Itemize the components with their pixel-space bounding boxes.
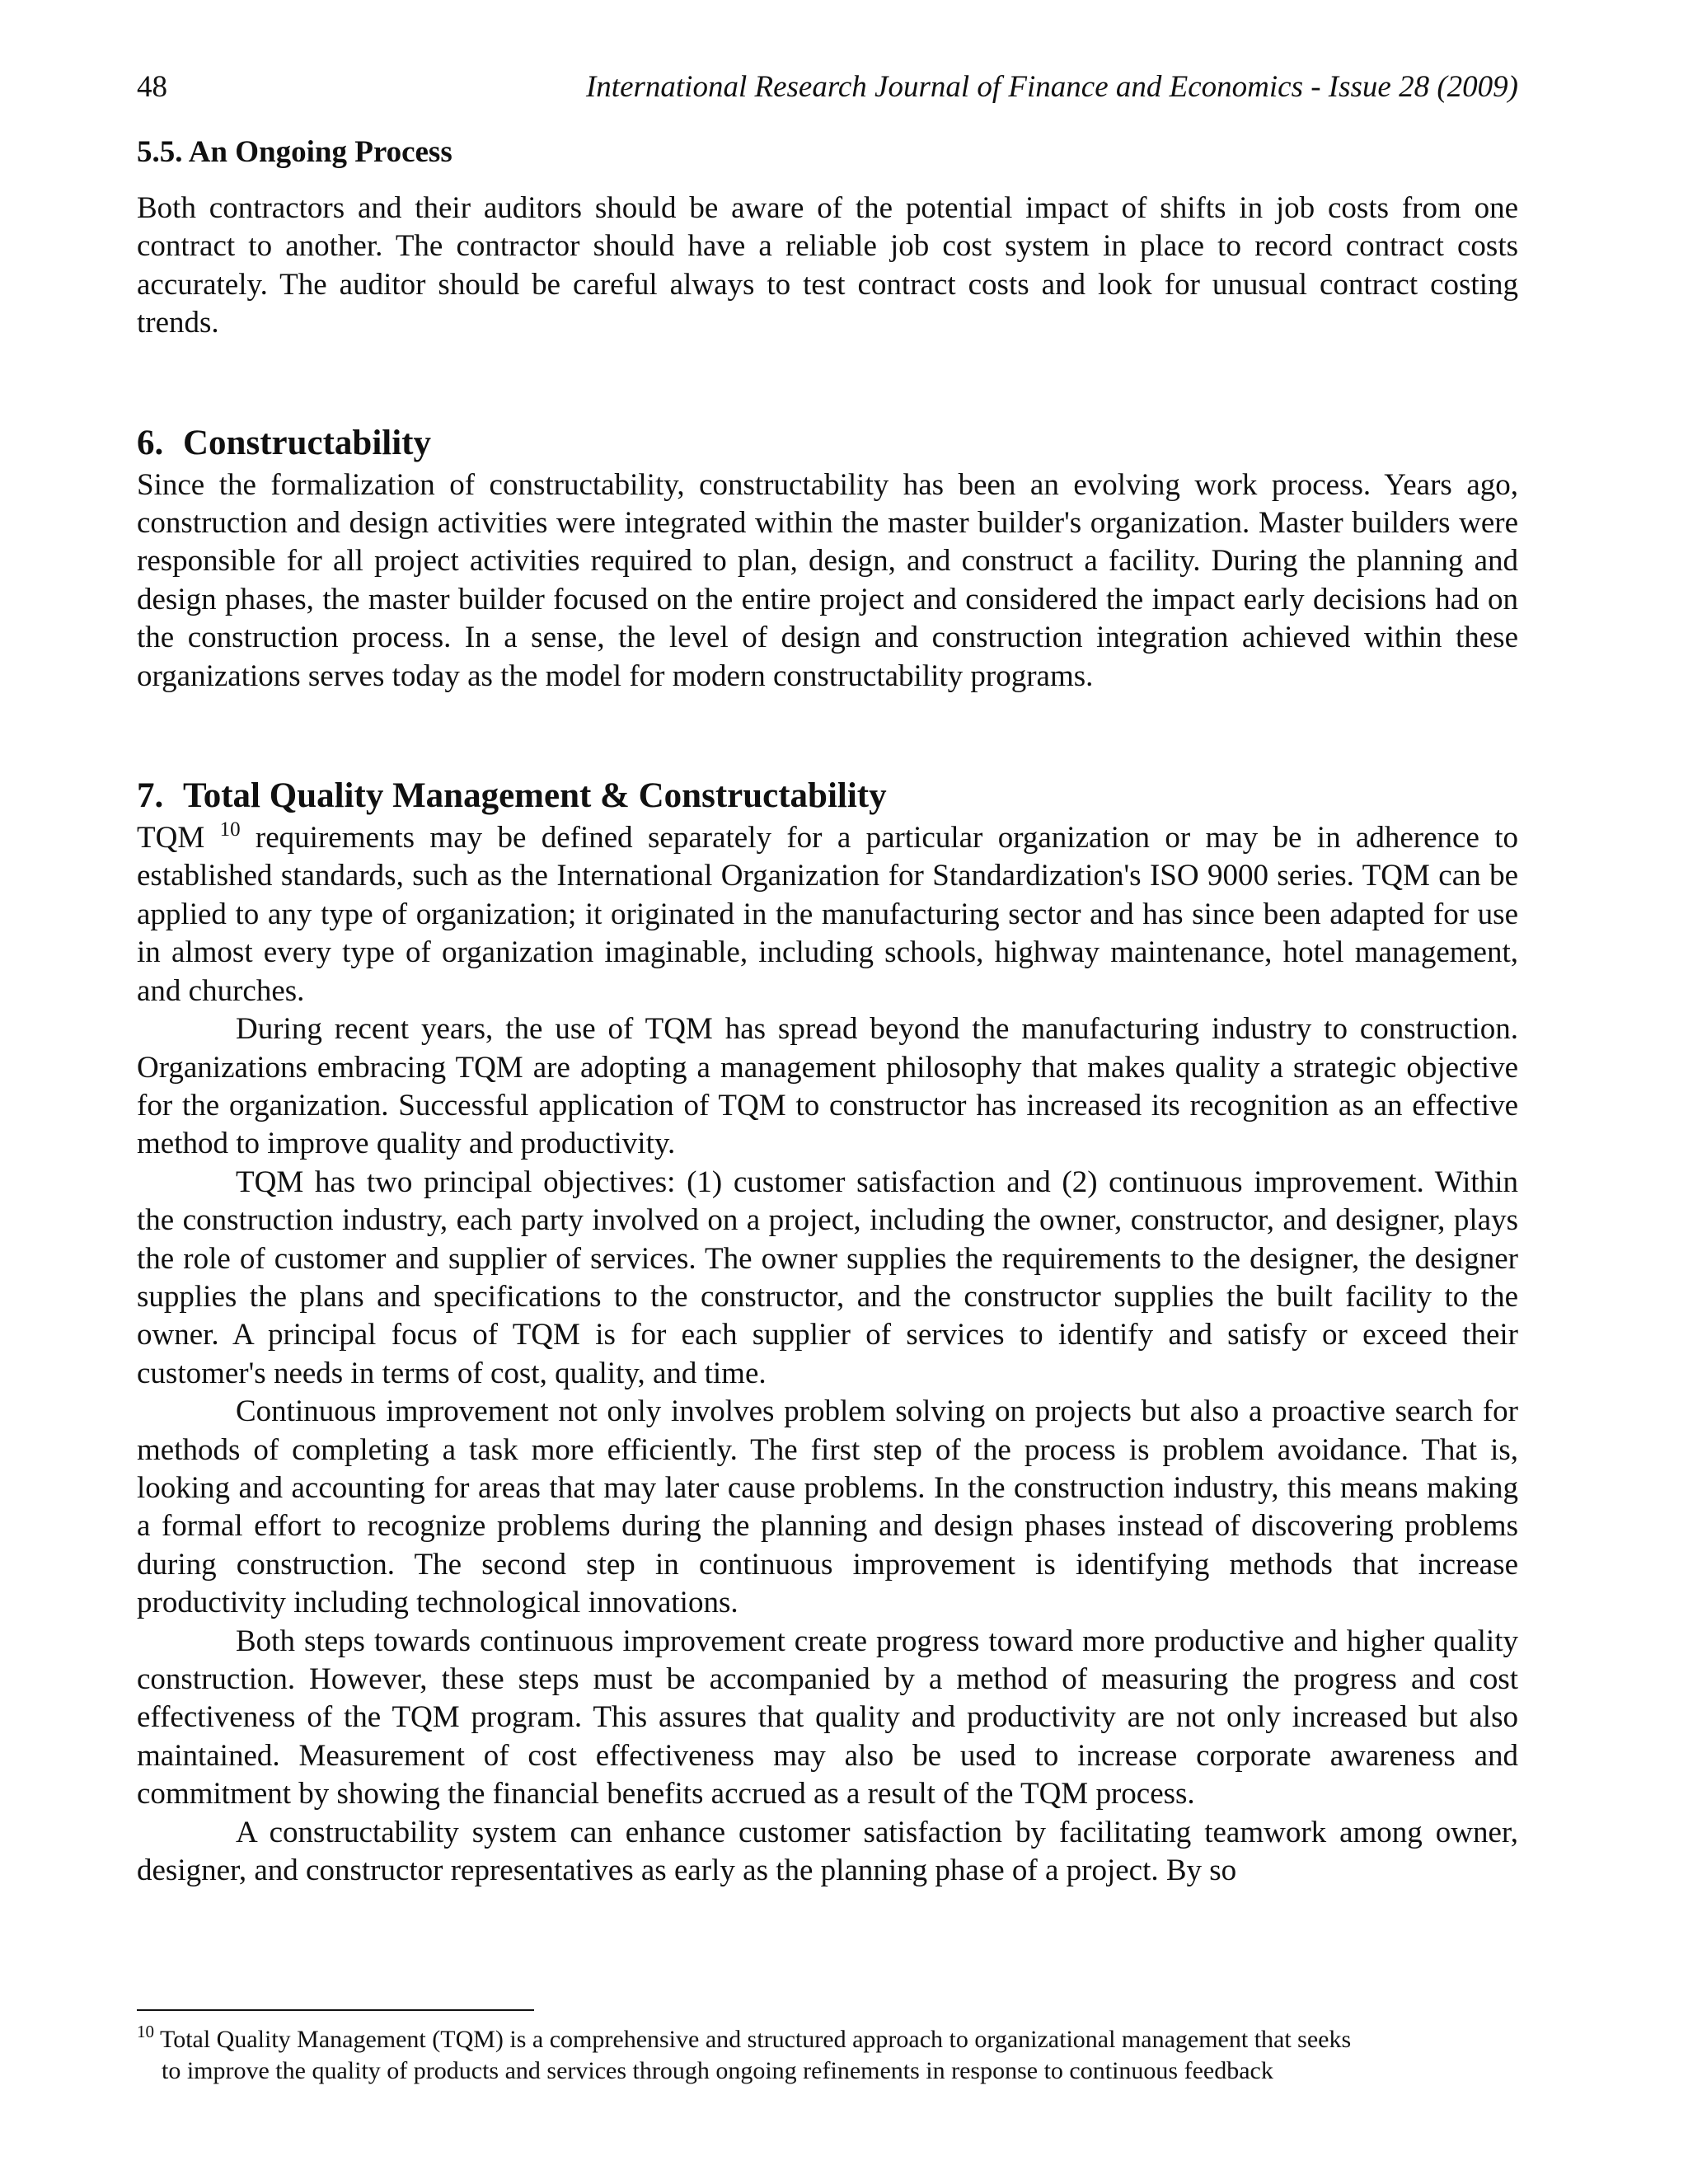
paragraph-tqm-objectives: TQM has two principal objectives: (1) customer satisfaction and (2) continuous improvement. Within the construction industry, each party involved on a project, including the owner, constructor, and designer, plays the role of customer and supplier of services. The owner supplies the requirements to the designer, the designer supplies the plans and specifications to the constructor, and the constructor supplies the built facility to the owner. A principal focus of TQM is for each supplier of services to identify and satisfy or exceed their customer's needs in terms of cost, quality, and time.	[137, 1165, 1518, 1390]
paragraph-both-steps: Both steps towards continuous improvement create progress toward more productive and higher quality construction. However, these steps must be accompanied by a method of measuring the progress and cost effectiveness of the TQM program. This assures that quality and productivity are not only increased but also maintained. Measurement of cost effectiveness may also be used to increase corporate awareness and commitment by showing the financial benefits accrued as a result of the TQM process.	[137, 1624, 1518, 1811]
paragraph-tqm-intro	[137, 819, 1518, 1010]
tqm-intro-text: requirements may be defined separately for a particular organization or may be in adherence to established standards, such as the International Organization for Standardization's ISO 9000 series. TQM can be applied to any type of organization; it originated in the manufacturing sector and has since been adapted for use in almost every type of organization imaginable, including schools, highway maintenance, hotel management, and churches.	[137, 821, 1518, 1008]
footnote-reference: 10	[219, 818, 241, 841]
journal-title: International Research Journal of Finance and Economics - Issue 28 (2009)	[585, 70, 1518, 104]
footnote-mark: 10	[137, 2022, 154, 2041]
tqm-lead-text: TQM	[137, 821, 220, 855]
section-heading-tqm	[137, 773, 1518, 819]
paragraph-tqm-recent-years: During recent years, the use of TQM has spread beyond the manufacturing industry to construction. Organizations embracing TQM are adopting a management philosophy that makes quality a strategic objective for the organization. Successful application of TQM to constructor has increased its recognition as an effective method to improve quality and productivity.	[137, 1012, 1518, 1161]
paragraph-continuous-improvement: Continuous improvement not only involves problem solving on projects but also a proactive search for methods of completing a task more efficiently. The first step of the process is problem avoidance. That is, looking and accounting for areas that may later cause problems. In the construction industry, this means making a formal effort to recognize problems during the planning and design phases instead of discovering problems during construction. The second step in continuous improvement is identifying methods that increase productivity including technological innovations.	[137, 1394, 1518, 1620]
section-number: 6.	[137, 423, 164, 462]
section-title: Constructability	[183, 423, 431, 462]
footnote-text-1: Total Quality Management (TQM) is a comprehensive and structured approach to organizational management that seeks	[154, 2026, 1352, 2053]
paragraph-ongoing-process: Both contractors and their auditors should be aware of the potential impact of shifts in job costs from one contract to another. The contractor should have a reliable job cost system in place to record contract costs accurately. The auditor should be careful always to test contract costs and look for unusual contract costing trends.	[137, 191, 1518, 340]
section-number: 7.	[137, 776, 164, 816]
footnote-divider	[137, 2009, 534, 2011]
paragraph-constructability: Since the formalization of constructability, constructability has been an evolving work process. Years ago, construction and design activities were integrated within the master builder's organization. Master builders were responsible for all project activities required to plan, design, and construct a facility. During the planning and design phases, the master builder focused on the entire project and considered the impact early decisions had on the construction process. In a sense, the level of design and construction integration achieved within these organizations serves today as the model for modern constructability programs.	[137, 467, 1518, 693]
section-title: Total Quality Management & Constructability	[183, 776, 887, 816]
footnote-line-1	[137, 2024, 1518, 2055]
running-header	[137, 64, 1518, 110]
subsection-heading-ongoing-process: 5.5. An Ongoing Process	[137, 135, 452, 169]
footnote-line-2: to improve the quality of products and services through ongoing refinements in response to continuous feedback	[162, 2057, 1273, 2084]
page-body	[137, 64, 1518, 1890]
footnote	[137, 2024, 1518, 2087]
paragraph-constructability-system: A constructability system can enhance customer satisfaction by facilitating teamwork among owner, designer, and constructor representatives as early as the planning phase of a project. By so	[137, 1815, 1518, 1888]
section-heading-constructability	[137, 420, 1518, 466]
page-number: 48	[137, 70, 167, 104]
